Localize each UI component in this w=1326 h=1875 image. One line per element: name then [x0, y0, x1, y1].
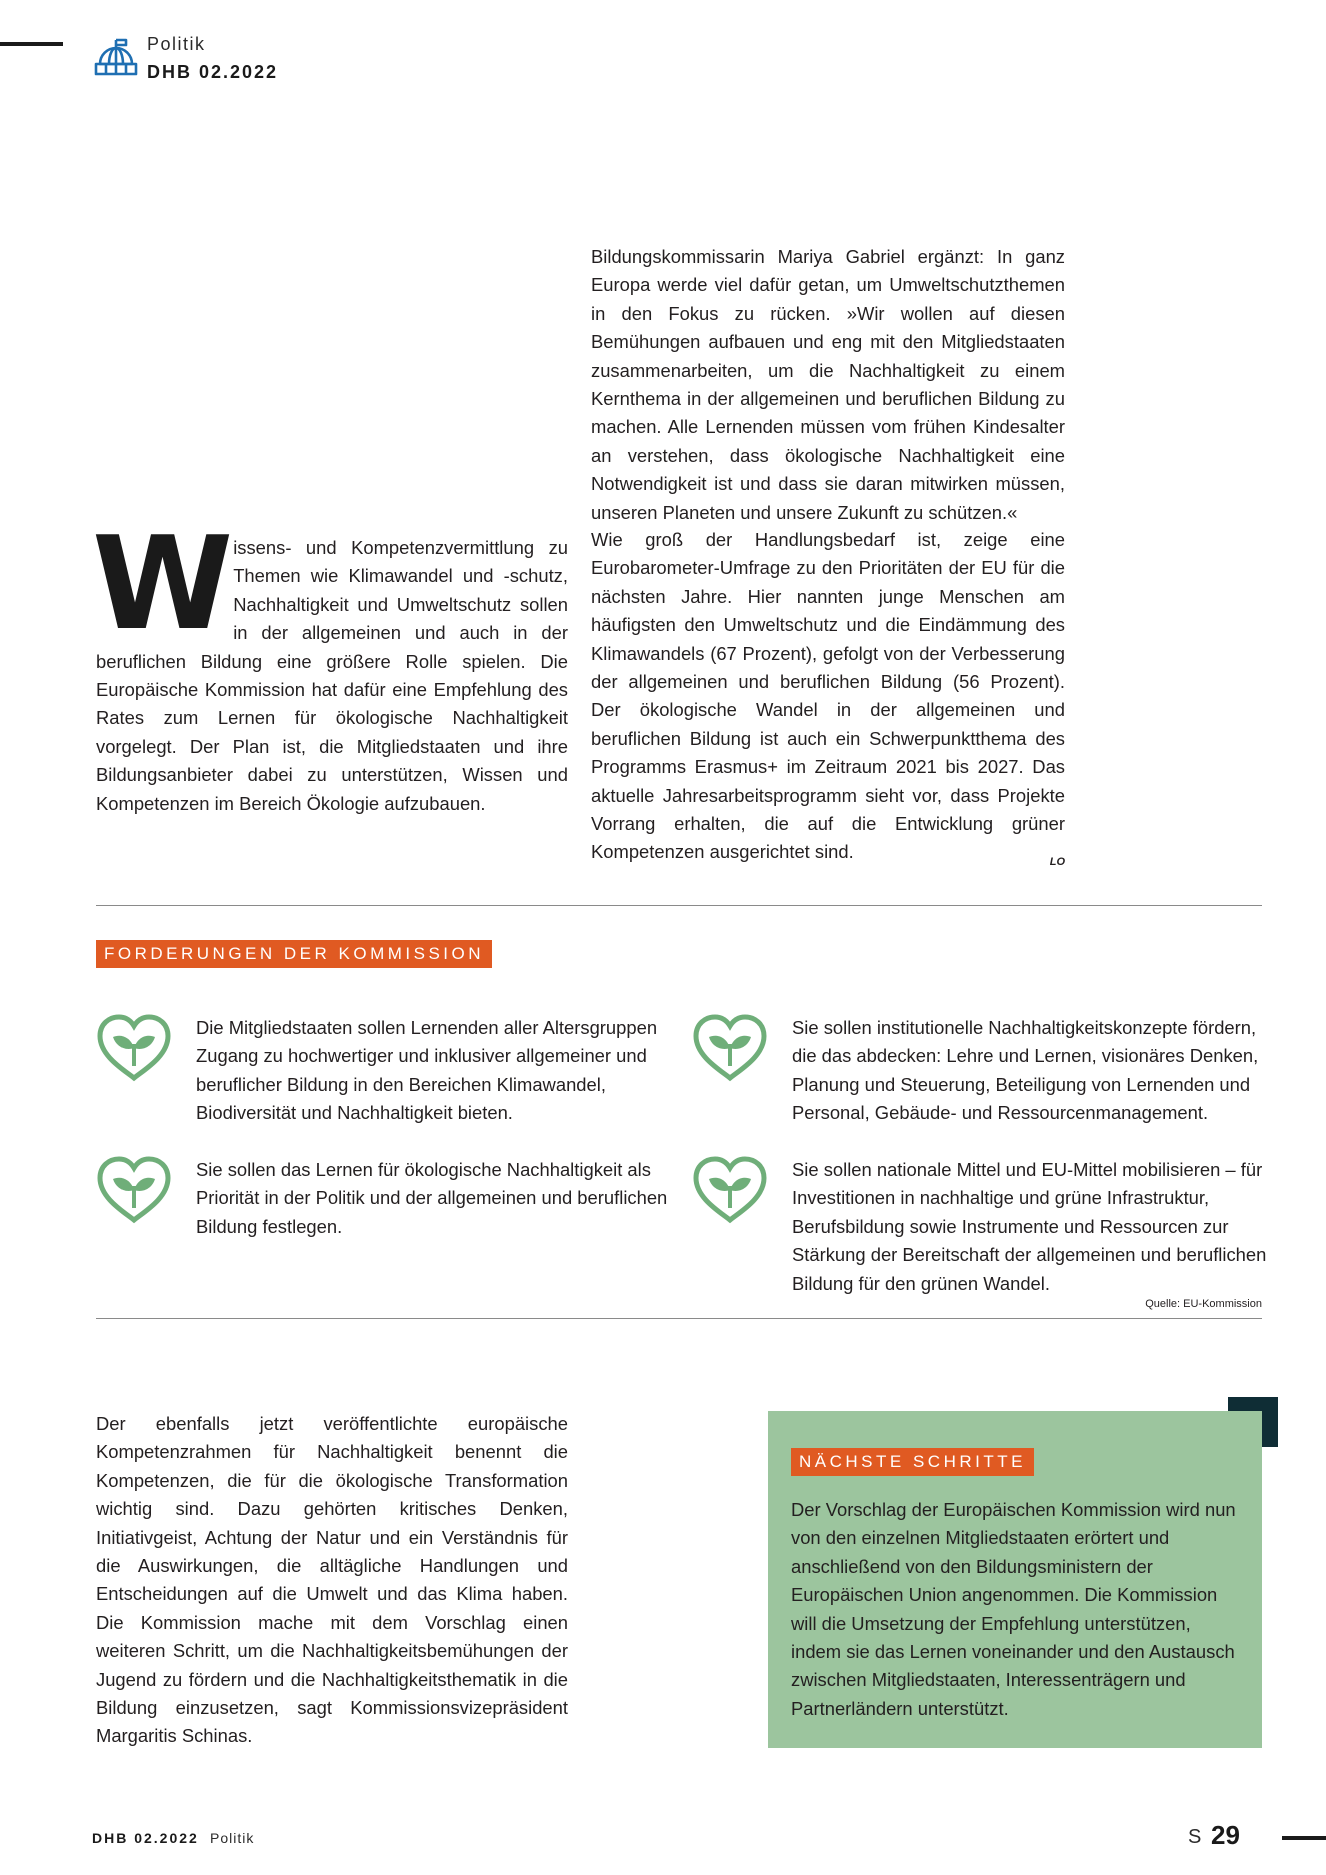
demand-text: Sie sollen institutionelle Nachhaltigkeitskonzepte fördern, die das abdecken: Lehre und Lernen, visionäres Denken, Planung und Steuerung, Beteiligung von Lernenden und Personal, Gebäude- und Ressourcenmanagement.	[792, 1017, 1259, 1124]
header-issue: DHB 02.2022	[147, 62, 279, 82]
header-section: Politik	[147, 34, 206, 54]
article-right-mid-text: Wie groß der Handlungsbedarf ist, zeige eine Eurobarometer-Umfrage zu den Prioritäten der EU für die nächsten Jahre. Hier nannten junge Menschen am häufigsten den Umweltschutz und die Eindämmung des Klimawandels (67 Prozent), gefolgt von der Verbesserung der allgemeinen und beruflichen Bildung (56 Prozent). Der ökologische Wandel in der allgemeinen und beruflichen Bildung ist auch ein Schwerpunktthema des Programms Erasmus+ im Zeitraum 2021 bis 2027. Das aktuelle Jahresarbeitsprogramm sieht vor, dass Projekte Vorrang erhalten, die auf die Entwicklung grüner Kompetenzen ausgerichtet sind.	[591, 529, 1065, 863]
header-rule	[0, 42, 63, 46]
article-left-intro-text: issens- und Kompetenzvermittlung zu Themen wie Klimawandel und -schutz, Nachhaltigkeit und Umweltschutz sollen in der allgemeinen und auch in der beruflichen Bildung eine größere Rolle spielen. Die Europäische Kommission hat dafür eine Empfehlung des Rates zum Lernen für ökologische Nachhaltigkeit vorgelegt. Der Plan ist, die Mitgliedstaaten und ihre Bildungsanbieter dabei zu unterstützen, Wissen und Kompetenzen im Bereich Ökologie aufzubauen.	[96, 537, 568, 814]
footer-section: Politik	[210, 1830, 255, 1846]
footer-rule	[1282, 1836, 1326, 1840]
footer-issue: DHB 02.2022	[92, 1830, 199, 1846]
parliament-dome-icon	[94, 36, 138, 78]
heart-sprout-icon	[96, 1014, 172, 1084]
next-steps-text: Der Vorschlag der Europäischen Kommission wird nun von den einzelnen Mitgliedstaaten erörtert und anschließend von den Bildungsministern der Europäischen Union angenommen. Die Kommission will die Umsetzung der Empfehlung unterstützen, indem sie das Lernen voneinander und den Austausch zwischen Mitgliedstaaten, Interessenträgern und Partnerländern unterstützt.	[791, 1499, 1236, 1719]
demand-item	[692, 1156, 1292, 1296]
article-right-mid	[591, 526, 1065, 877]
source-note: Quelle: EU-Kommission	[1145, 1298, 1262, 1310]
demand-item	[96, 1014, 696, 1154]
page-number: 29	[1211, 1820, 1240, 1850]
section-divider-top	[96, 905, 1262, 906]
section-divider-bottom	[96, 1318, 1262, 1319]
heart-sprout-icon	[692, 1014, 768, 1084]
heart-sprout-icon	[692, 1156, 768, 1226]
demand-item	[96, 1156, 696, 1296]
page-prefix: S	[1188, 1826, 1202, 1848]
demand-text: Die Mitgliedstaaten sollen Lernenden aller Altersgruppen Zugang zu hochwertiger und inklusiver allgemeiner und beruflicher Bildung in den Bereichen Klimawandel, Biodiversität und Nachhaltigkeit bieten.	[196, 1017, 658, 1124]
article-left-bottom: Der ebenfalls jetzt veröffentlichte europäische Kompetenzrahmen für Nachhaltigkeit benennt die Kompetenzen, die für die ökologische Transformation wichtig sind. Dazu gehörten kritisches Denken, Initiativgeist, Achtung der Natur und ein Verständnis für die Auswirkungen, die alltägliche Handlungen und Entscheidungen auf die Umwelt und das Klima haben. Die Kommission mache mit dem Vorschlag einen weiteren Schritt, um die Nachhaltigkeitsbemühungen der Jugend zu fördern und die Nachhaltigkeitsthematik in die Bildung einzusetzen, sagt Kommissionsvizepräsident Margaritis Schinas.	[96, 1413, 568, 1747]
author-initials: LO	[1049, 856, 1065, 869]
demands-title: FORDERUNGEN DER KOMMISSION	[96, 940, 492, 968]
heart-sprout-icon	[96, 1156, 172, 1226]
drop-cap: W	[92, 510, 224, 659]
next-steps-title: NÄCHSTE SCHRITTE	[791, 1448, 1034, 1476]
demand-text: Sie sollen nationale Mittel und EU-Mittel mobilisieren – für Investitionen in nachhaltige und grüne Infrastruktur, Berufsbildung sowie Instrumente und Ressourcen zur Stärkung der Bereitschaft der allgemeinen und beruflichen Bildung für den grünen Wandel.	[792, 1159, 1267, 1294]
demand-item	[692, 1014, 1292, 1154]
demand-text: Sie sollen das Lernen für ökologische Nachhaltigkeit als Priorität in der Politik und der allgemeinen und beruflichen Bildung festlegen.	[196, 1159, 668, 1237]
article-left-intro	[92, 510, 568, 818]
article-right-top: Bildungskommissarin Mariya Gabriel ergänzt: In ganz Europa werde viel dafür getan, um Umweltschutzthemen in den Fokus zu rücken. »Wir wollen auf diesen Bemühungen aufbauen und eng mit den Mitgliedstaaten zusammenarbeiten, um die Nachhaltigkeit zu einem Kernthema in der allgemeinen und beruflichen Bildung zu machen. Alle Lernenden müssen vom frühen Kindesalter an verstehen, dass ökologische Nachhaltigkeit eine Notwendigkeit ist und dass sie daran mitwirken müssen, unseren Planeten und unsere Zukunft zu schützen.«	[591, 246, 1065, 523]
